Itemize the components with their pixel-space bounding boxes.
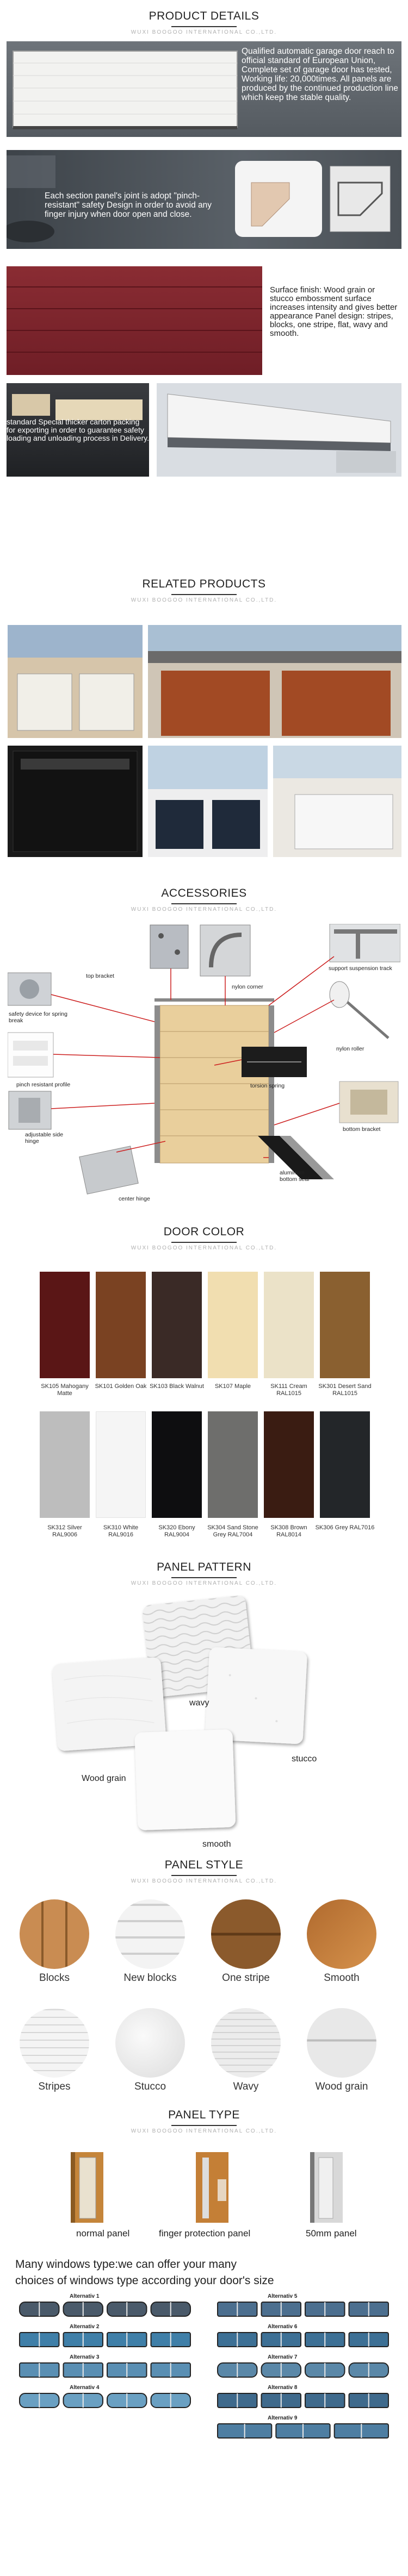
title-underline: [171, 2125, 237, 2126]
color-swatch[interactable]: [264, 1411, 314, 1518]
center-hinge-icon: [79, 1146, 138, 1194]
label-nylon-roller: nylon roller: [336, 1046, 364, 1052]
color-swatch[interactable]: [320, 1272, 370, 1378]
windows-heading-line1: Many windows type:we can offer your many: [15, 2258, 237, 2271]
label-nylon-corner: nylon corner: [232, 984, 263, 990]
torsion-spring-icon: [242, 1047, 307, 1077]
panel-style-label: Wood grain: [315, 2081, 368, 2092]
wood-grain-panel-image: [7, 266, 268, 375]
color-swatch-label: SK107 Maple: [214, 1383, 251, 1390]
suspension-track-icon: [330, 924, 400, 962]
window-alternative-label: Alternativ 2: [70, 2324, 100, 2330]
title-underline: [171, 903, 237, 904]
panel-style-label: One stripe: [222, 1972, 270, 1984]
panel-style-label: Wavy: [233, 2081, 259, 2092]
related-product-image-2[interactable]: [148, 625, 401, 738]
window-alternative-label: Alternativ 3: [70, 2354, 100, 2360]
window-alternative-option[interactable]: [15, 2361, 195, 2379]
section-subtitle: WUXI BOOGOO INTERNATIONAL CO.,LTD.: [131, 1878, 277, 1884]
title-underline: [171, 594, 237, 595]
window-alternative-label: Alternativ 6: [268, 2324, 298, 2330]
panel-style-sample[interactable]: [211, 1899, 281, 1969]
color-swatch[interactable]: [208, 1411, 258, 1518]
section-subtitle: WUXI BOOGOO INTERNATIONAL CO.,LTD.: [131, 1245, 277, 1251]
window-alternative-option[interactable]: [15, 2330, 195, 2349]
panel-style-sample[interactable]: [115, 2008, 185, 2078]
safety-device-icon: [8, 973, 51, 1005]
color-swatch[interactable]: [152, 1411, 202, 1518]
window-alternative-option[interactable]: [213, 2391, 393, 2410]
panel-style-header: [0, 1859, 408, 1884]
section-title: PRODUCT DETAILS: [149, 10, 259, 22]
panel-style-sample[interactable]: [211, 2008, 281, 2078]
section-title: DOOR COLOR: [163, 1226, 245, 1238]
window-alternative-label: Alternativ 1: [70, 2293, 100, 2299]
panel-style-label: Stucco: [134, 2081, 166, 2092]
window-alternative-label: Alternativ 4: [70, 2385, 100, 2391]
detail-text-1: Qualified automatic garage door reach to official standard of European Union, Complete set of garage door has tested, Working life: 20,000times. All panels are produced by the continued production line which keep the stable quality.: [242, 47, 398, 102]
nylon-roller-icon: [330, 981, 388, 1038]
panel-style-sample[interactable]: [20, 2008, 89, 2078]
label-finger-protection-panel: finger protection panel: [159, 2228, 251, 2239]
50mm-panel-image: [310, 2152, 343, 2223]
panel-style-sample[interactable]: [115, 1899, 185, 1969]
color-swatch-label: SK101 Golden Oak: [95, 1383, 147, 1390]
normal-panel-image: [71, 2152, 103, 2223]
section-title: RELATED PRODUCTS: [142, 578, 266, 590]
title-underline: [171, 26, 237, 27]
panel-style-label: Blocks: [39, 1972, 70, 1984]
window-alternative-option[interactable]: [213, 2330, 393, 2349]
label-bottom-bracket: bottom bracket: [343, 1126, 381, 1133]
color-swatch[interactable]: [152, 1272, 202, 1378]
window-alternative-option[interactable]: [213, 2300, 393, 2318]
section-subtitle: WUXI BOOGOO INTERNATIONAL CO.,LTD.: [131, 597, 277, 603]
detail-block-pinch: [7, 150, 401, 249]
color-swatch-label: SK111 Cream RAL1015: [270, 1383, 307, 1397]
panel-style-sample[interactable]: [307, 2008, 376, 2078]
window-alternative-label: Alternativ 8: [268, 2385, 298, 2391]
detail-block-panel: [7, 41, 401, 137]
label-side-hinge: adjustable side hinge: [25, 1131, 64, 1145]
finger-protection-panel-image: [196, 2152, 228, 2223]
packing-image: [7, 383, 149, 477]
section-subtitle: WUXI BOOGOO INTERNATIONAL CO.,LTD.: [131, 29, 277, 35]
section-title: PANEL STYLE: [164, 1859, 244, 1871]
section-title: ACCESSORIES: [161, 887, 247, 899]
window-alternative-option[interactable]: [15, 2391, 195, 2410]
label-torsion-spring: torsion spring: [250, 1083, 285, 1089]
window-alternative-label: Alternativ 9: [268, 2415, 298, 2421]
color-swatch-label: SK301 Desert Sand RAL1015: [318, 1383, 372, 1397]
top-bracket-icon: [150, 925, 188, 968]
door-section-image: [157, 383, 401, 477]
label-smooth: smooth: [202, 1840, 231, 1849]
window-alternative-option[interactable]: [15, 2300, 195, 2318]
label-top-bracket: top bracket: [86, 973, 114, 979]
label-wavy: wavy: [189, 1698, 209, 1708]
section-subtitle: WUXI BOOGOO INTERNATIONAL CO.,LTD.: [131, 1580, 277, 1586]
color-swatch-label: SK103 Black Walnut: [150, 1383, 204, 1390]
label-normal-panel: normal panel: [76, 2228, 130, 2239]
panel-style-label: New blocks: [123, 1972, 177, 1984]
panel-style-sample[interactable]: [307, 1899, 376, 1969]
windows-heading: [15, 2256, 396, 2289]
window-alternative-label: Alternativ 5: [268, 2293, 298, 2299]
color-swatch-label: SK308 Brown RAL8014: [270, 1524, 307, 1538]
bottom-bracket-icon: [339, 1081, 398, 1123]
color-swatch[interactable]: [96, 1272, 146, 1378]
side-hinge-icon: [9, 1091, 51, 1129]
detail-text-3: Surface finish: Wood grain or stucco embossment surface increases intensity and gives better appearance Panel design: stripes, blocks, one stripe, flat, wavy and smooth.: [270, 285, 398, 338]
related-products-header: [0, 578, 408, 603]
color-swatch[interactable]: [208, 1272, 258, 1378]
label-support-track: support suspension track: [329, 965, 392, 972]
label-safety-device: safety device for spring break: [9, 1011, 67, 1024]
color-swatch-label: SK310 White RAL9016: [103, 1524, 139, 1538]
nylon-corner-icon: [200, 925, 250, 976]
door-color-header: [0, 1226, 408, 1251]
label-wood-grain: Wood grain: [82, 1774, 126, 1783]
section-subtitle: WUXI BOOGOO INTERNATIONAL CO.,LTD.: [131, 2128, 277, 2134]
product-details-header: [0, 10, 408, 35]
label-bottom-seal: aluminum bottom seal: [280, 1170, 310, 1183]
color-swatch-label: SK105 Mahogany Matte: [41, 1383, 89, 1397]
section-title: PANEL PATTERN: [157, 1561, 251, 1573]
color-swatch[interactable]: [320, 1411, 370, 1518]
panel-type-header: [0, 2109, 408, 2134]
detail-block-surface: [7, 266, 401, 375]
windows-heading-line2: choices of windows type according your door's size: [15, 2274, 274, 2287]
panel-style-label: Smooth: [324, 1972, 360, 1984]
window-alternative-option[interactable]: [213, 2361, 393, 2379]
panel-style-sample[interactable]: [20, 1899, 89, 1969]
panel-pattern-header: [0, 1561, 408, 1586]
accessories-header: [0, 887, 408, 912]
smooth-sample: [134, 1729, 236, 1830]
pinch-profile-icon: [8, 1033, 53, 1077]
color-swatch-label: SK320 Ebony RAL9004: [158, 1524, 195, 1538]
color-swatch[interactable]: [40, 1411, 90, 1518]
panel-pattern-samples: [49, 1595, 364, 1850]
window-alternative-option[interactable]: [213, 2422, 393, 2440]
color-swatch[interactable]: [264, 1272, 314, 1378]
color-swatch[interactable]: [40, 1272, 90, 1378]
detail-text-2: Each section panel's joint is adopt "pinch-resistant" safety Design in order to avoid any finger injury when door open and close.: [45, 191, 212, 219]
title-underline: [171, 1242, 237, 1243]
label-center-hinge: center hinge: [119, 1196, 150, 1202]
color-swatch-label: SK304 Sand Stone Grey RAL7004: [207, 1524, 258, 1538]
panel-type-illustration: [60, 2147, 354, 2228]
color-swatch[interactable]: [96, 1411, 146, 1518]
related-product-image-3[interactable]: [8, 746, 143, 857]
detail-text-4: standard Special thicker carton packing for exporting in order to guarantee safety loading and unloading process in Delivery.: [7, 417, 150, 442]
color-swatch-label: SK312 Silver RAL9006: [47, 1524, 82, 1538]
label-stucco: stucco: [292, 1754, 317, 1764]
label-50mm-panel: 50mm panel: [306, 2228, 357, 2239]
panel-style-label: Stripes: [38, 2081, 71, 2092]
color-swatch-label: SK306 Grey RAL7016: [315, 1524, 375, 1531]
section-subtitle: WUXI BOOGOO INTERNATIONAL CO.,LTD.: [131, 906, 277, 912]
title-underline: [171, 1577, 237, 1578]
related-product-image-5[interactable]: [273, 746, 401, 857]
label-pinch-profile: pinch resistant profile: [16, 1081, 71, 1088]
related-product-image-1[interactable]: [8, 625, 143, 738]
detail-block-packing: [7, 383, 401, 477]
window-alternative-label: Alternativ 7: [268, 2354, 298, 2360]
related-product-image-4[interactable]: [148, 746, 268, 857]
title-underline: [171, 1875, 237, 1876]
section-title: PANEL TYPE: [168, 2109, 240, 2121]
